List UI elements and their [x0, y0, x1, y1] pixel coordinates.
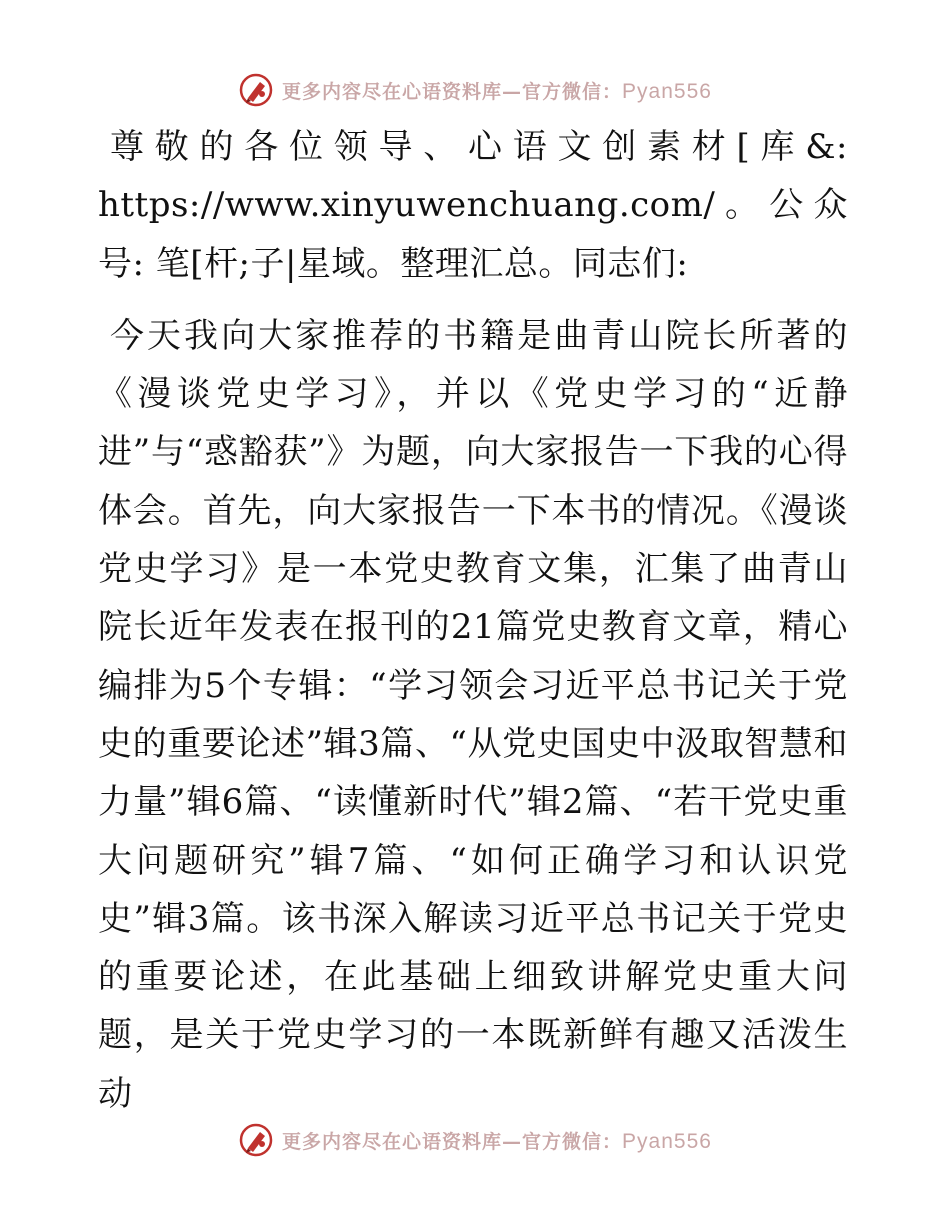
header-banner [0, 70, 950, 110]
document-body [98, 118, 848, 1123]
footer-banner-text: 更多内容尽在心语资料库—官方微信：Pyan556 [282, 1129, 712, 1153]
footer-banner-handle: Pyan556 [622, 1129, 712, 1153]
header-banner-handle: Pyan556 [622, 79, 712, 103]
pen-logo-icon [238, 1122, 274, 1158]
paragraph-main: 今天我向大家推荐的书籍是曲青山院长所著的《漫谈党史学习》，并以《党史学习的“近静进”与“惑豁获”》为题，向大家报告一下我的心得体会。首先，向大家报告一下本书的情况。《漫谈党史学习》是一本党史教育文集，汇集了曲青山院长近年发表在报刊的21篇党史教育文章，精心编排为5个专辑：“学习领会习近平总书记关于党史的重要论述”辑3篇、“从党史国史中汲取智慧和力量”辑6篇、“读懂新时代”辑2篇、“若干党史重大问题研究”辑7篇、“如何正确学习和认识党史”辑3篇。该书深入解读习近平总书记关于党史的重要论述，在此基础上细致讲解党史重大问题，是关于党史学习的一本既新鲜有趣又活泼生动 [98, 315, 848, 1114]
paragraph-salutation: 尊敬的各位领导、心语文创素材[库&: https://www.xinyuwenchuang.com/。公众号: 笔[杆;子|星域。整理汇总。同志们: [98, 127, 848, 284]
header-banner-text: 更多内容尽在心语资料库—官方微信：Pyan556 [282, 79, 712, 103]
footer-banner [0, 1120, 950, 1160]
pen-logo-icon [238, 72, 274, 108]
